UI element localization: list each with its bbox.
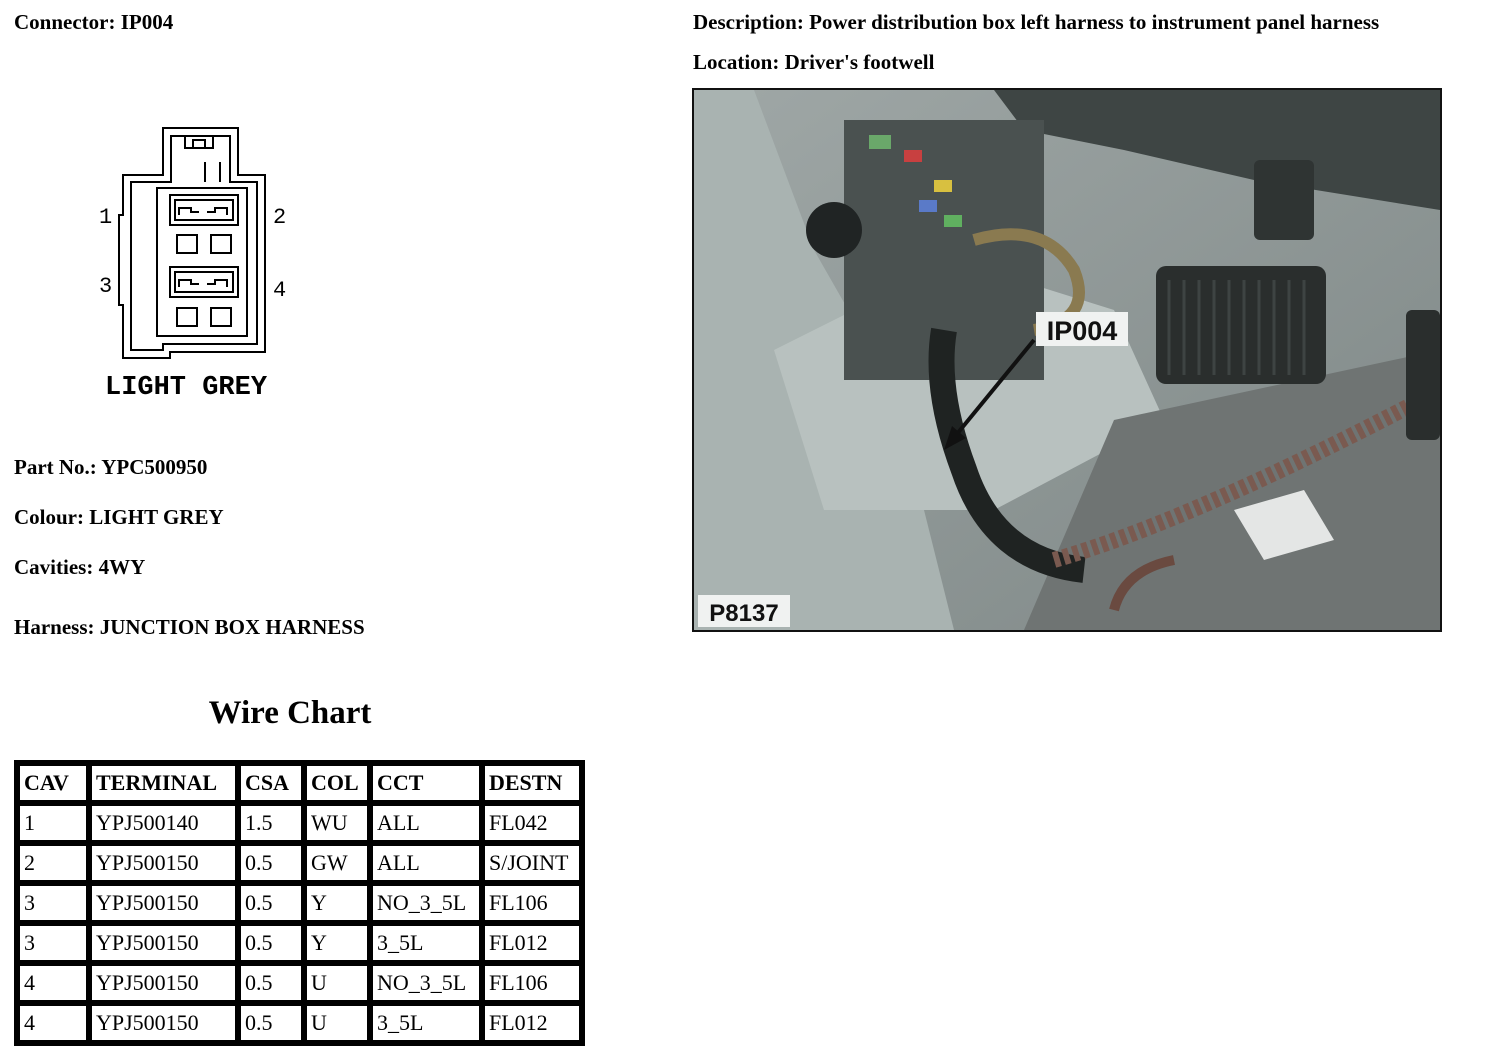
harness: Harness: JUNCTION BOX HARNESS — [14, 615, 365, 639]
cell-destn: FL106 — [482, 963, 582, 1003]
pin-2-label: 2 — [273, 205, 287, 230]
cell-terminal: YPJ500150 — [89, 883, 238, 923]
cell-csa: 1.5 — [238, 803, 304, 843]
cell-terminal: YPJ500150 — [89, 923, 238, 963]
cell-col: WU — [304, 803, 370, 843]
colour: Colour: LIGHT GREY — [14, 505, 224, 529]
cell-destn: FL012 — [482, 1003, 582, 1043]
cell-cav: 4 — [17, 963, 89, 1003]
location-label: Location: Driver's footwell — [693, 50, 935, 74]
part-number: Part No.: YPC500950 — [14, 455, 208, 479]
column-header-cav: CAV — [17, 763, 89, 803]
photo-callout-label: IP004 — [1046, 316, 1118, 346]
pin-1-label: 1 — [99, 205, 113, 230]
table-row — [17, 803, 582, 843]
connector-face-diagram — [95, 120, 305, 405]
wire-chart-table — [14, 760, 585, 1046]
connector-label: Connector: IP004 — [14, 10, 174, 34]
column-header-cct: CCT — [370, 763, 482, 803]
pin-4-label: 4 — [273, 278, 287, 303]
location-photo — [692, 88, 1442, 632]
cell-cct: ALL — [370, 843, 482, 883]
cell-csa: 0.5 — [238, 1003, 304, 1043]
cell-csa: 0.5 — [238, 843, 304, 883]
cell-destn: FL012 — [482, 923, 582, 963]
column-header-col: COL — [304, 763, 370, 803]
description-label: Description: Power distribution box left harness to instrument panel harness — [693, 10, 1380, 34]
cell-terminal: YPJ500150 — [89, 963, 238, 1003]
cell-cav: 3 — [17, 883, 89, 923]
cell-csa: 0.5 — [238, 923, 304, 963]
cell-destn: FL042 — [482, 803, 582, 843]
cell-terminal: YPJ500150 — [89, 843, 238, 883]
column-header-terminal: TERMINAL — [89, 763, 238, 803]
cell-col: Y — [304, 883, 370, 923]
cell-cav: 1 — [17, 803, 89, 843]
cell-terminal: YPJ500150 — [89, 1003, 238, 1043]
table-row — [17, 923, 582, 963]
cell-col: Y — [304, 923, 370, 963]
table-row — [17, 883, 582, 923]
cell-col: U — [304, 963, 370, 1003]
cell-col: U — [304, 1003, 370, 1043]
cell-cav: 2 — [17, 843, 89, 883]
column-header-csa: CSA — [238, 763, 304, 803]
cell-col: GW — [304, 843, 370, 883]
connector-colour-label: LIGHT GREY — [105, 373, 268, 403]
table-row — [17, 843, 582, 883]
cell-terminal: YPJ500140 — [89, 803, 238, 843]
pin-3-label: 3 — [99, 274, 113, 299]
wire-chart-header-row — [17, 763, 582, 803]
cell-cct: NO_3_5L — [370, 963, 482, 1003]
cell-csa: 0.5 — [238, 963, 304, 1003]
cell-cct: 3_5L — [370, 1003, 482, 1043]
cell-destn: FL106 — [482, 883, 582, 923]
wire-chart-title: Wire Chart — [208, 695, 372, 731]
column-header-destn: DESTN — [482, 763, 582, 803]
cell-cct: 3_5L — [370, 923, 482, 963]
table-row — [17, 1003, 582, 1043]
cell-cav: 4 — [17, 1003, 89, 1043]
cell-cct: NO_3_5L — [370, 883, 482, 923]
cell-csa: 0.5 — [238, 883, 304, 923]
photo-reference-label: P8137 — [709, 600, 779, 627]
cell-cct: ALL — [370, 803, 482, 843]
table-row — [17, 963, 582, 1003]
cell-cav: 3 — [17, 923, 89, 963]
cell-destn: S/JOINT — [482, 843, 582, 883]
cavities: Cavities: 4WY — [14, 555, 146, 579]
